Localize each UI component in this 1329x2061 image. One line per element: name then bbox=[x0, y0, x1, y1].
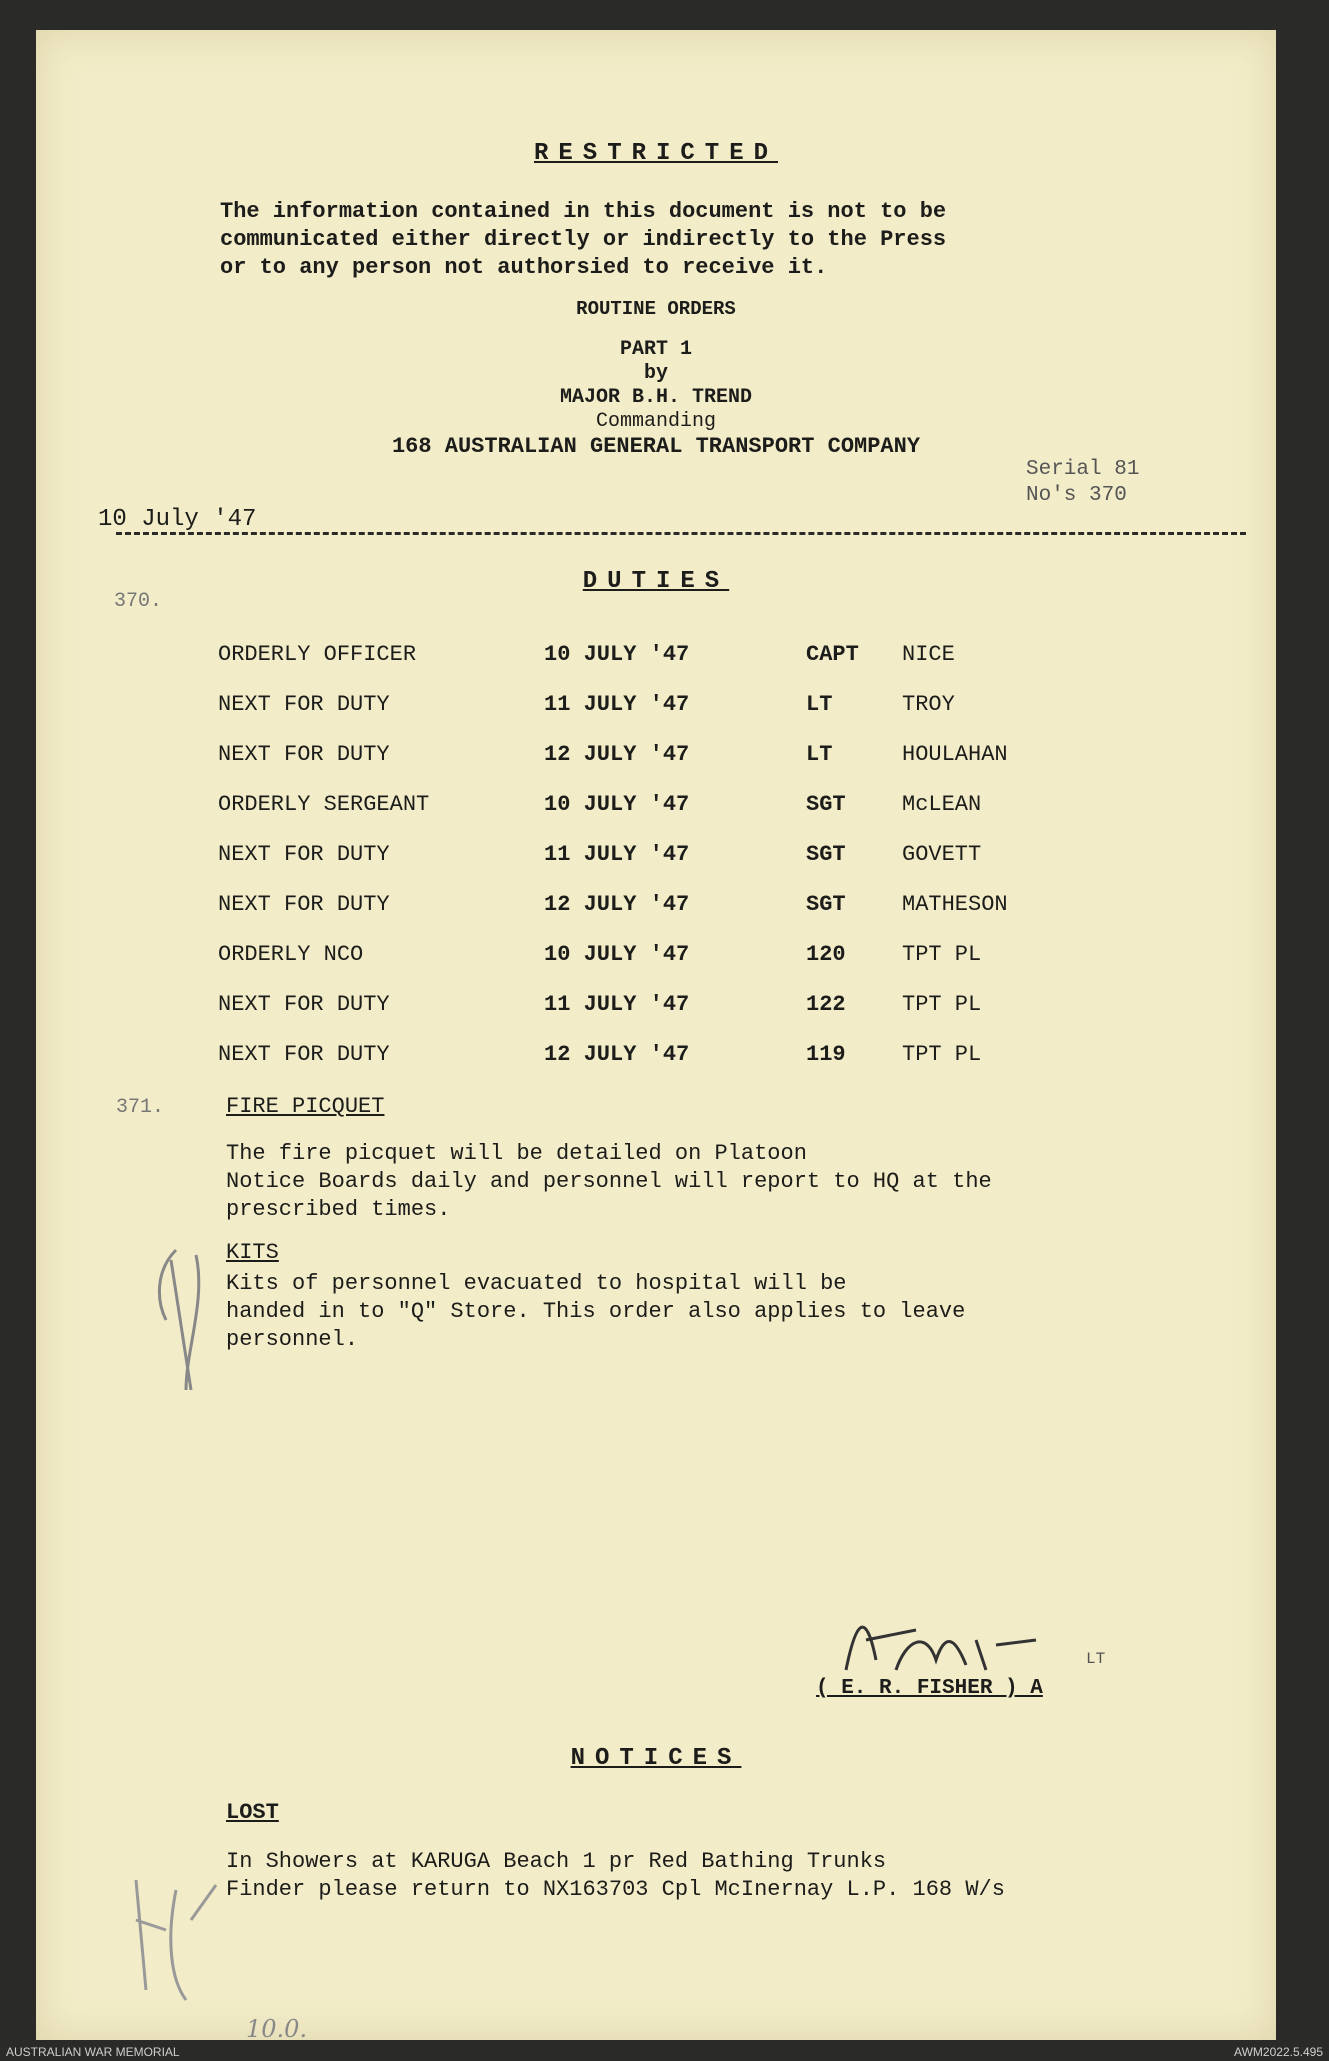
name-cell: TPT PL bbox=[902, 942, 982, 967]
footer-institution: AUSTRALIAN WAR MEMORIAL bbox=[6, 2045, 180, 2059]
lost-heading: LOST bbox=[226, 1800, 279, 1825]
date-cell: 10 JULY '47 bbox=[544, 942, 690, 967]
pencil-note: 10.0. bbox=[246, 2015, 308, 2043]
duty-cell: NEXT FOR DUTY bbox=[218, 1042, 390, 1067]
commander-name: MAJOR B.H. TREND bbox=[559, 386, 753, 409]
document-page bbox=[36, 30, 1276, 2043]
date-cell: 12 JULY '47 bbox=[544, 1042, 690, 1067]
name-cell: NICE bbox=[902, 642, 955, 667]
name-cell: TROY bbox=[902, 692, 955, 717]
lost-text: In Showers at KARUGA Beach 1 pr Red Bathing Trunks Finder please return to NX163703 Cpl McInernay L.P. 168 W/s bbox=[226, 1849, 1005, 1902]
date-cell: 11 JULY '47 bbox=[544, 692, 690, 717]
duty-cell: ORDERLY NCO bbox=[218, 942, 364, 967]
date-cell: 11 JULY '47 bbox=[544, 842, 690, 867]
order-date: 10 July '47 bbox=[98, 506, 257, 533]
duty-cell: NEXT FOR DUTY bbox=[218, 892, 390, 917]
name-cell: McLEAN bbox=[902, 792, 982, 817]
disclaimer-text: The information contained in this document is not to be communicated either directly or indirectly to the Press or to any person not authorsied to receive it. bbox=[220, 199, 947, 280]
duty-cell: NEXT FOR DUTY bbox=[218, 742, 390, 767]
rank-cell: LT bbox=[806, 692, 833, 717]
date-cell: 12 JULY '47 bbox=[544, 742, 690, 767]
rank-cell: SGT bbox=[806, 842, 846, 867]
kits-heading: KITS bbox=[226, 1240, 279, 1265]
serial-number: Serial 81 bbox=[1026, 458, 1140, 481]
fire-picquet-item-number: 371. bbox=[116, 1096, 165, 1119]
rank-cell: SGT bbox=[806, 792, 846, 817]
duty-cell: NEXT FOR DUTY bbox=[218, 992, 390, 1017]
rank-cell: CAPT bbox=[806, 642, 859, 667]
duty-cell: ORDERLY SERGEANT bbox=[218, 792, 430, 817]
name-cell: GOVETT bbox=[902, 842, 982, 867]
order-numbers: No's 370 bbox=[1026, 484, 1127, 507]
duty-cell: ORDERLY OFFICER bbox=[218, 642, 417, 667]
document-title: ROUTINE ORDERS bbox=[576, 298, 736, 320]
margin-initials-mark bbox=[116, 1860, 226, 2010]
date-cell: 12 JULY '47 bbox=[544, 892, 690, 917]
commander-role: Commanding bbox=[595, 410, 717, 433]
signature-rank: LT bbox=[1086, 1650, 1106, 1668]
fire-picquet-heading: FIRE PICQUET bbox=[226, 1094, 385, 1119]
date-cell: 10 JULY '47 bbox=[544, 642, 690, 667]
name-cell: TPT PL bbox=[902, 1042, 982, 1067]
rank-cell: SGT bbox=[806, 892, 846, 917]
rank-cell: 122 bbox=[806, 992, 846, 1017]
margin-pencil-mark bbox=[136, 1240, 226, 1410]
duty-cell: NEXT FOR DUTY bbox=[218, 842, 390, 867]
rank-cell: 119 bbox=[806, 1042, 846, 1067]
duties-heading: DUTIES bbox=[582, 568, 730, 595]
rank-cell: 120 bbox=[806, 942, 846, 967]
duties-item-number: 370. bbox=[114, 590, 163, 613]
divider-line bbox=[116, 532, 1246, 535]
part-label: PART 1 bbox=[619, 338, 692, 361]
name-cell: TPT PL bbox=[902, 992, 982, 1017]
duty-cell: NEXT FOR DUTY bbox=[218, 692, 390, 717]
name-cell: HOULAHAN bbox=[902, 742, 1008, 767]
fire-picquet-text: The fire picquet will be detailed on Platoon Notice Boards daily and personnel will report to HQ at the prescribed times. bbox=[226, 1141, 992, 1222]
footer-accession: AWM2022.5.495 bbox=[1234, 2045, 1323, 2059]
rank-cell: LT bbox=[806, 742, 833, 767]
kits-text: Kits of personnel evacuated to hospital will be handed in to "Q" Store. This order also applies to leave personnel. bbox=[226, 1271, 966, 1352]
date-cell: 11 JULY '47 bbox=[544, 992, 690, 1017]
notices-heading: NOTICES bbox=[570, 1745, 742, 1772]
signatory-name: ( E. R. FISHER ) A bbox=[816, 1677, 1043, 1700]
name-cell: MATHESON bbox=[902, 892, 1008, 917]
unit-name: 168 AUSTRALIAN GENERAL TRANSPORT COMPANY bbox=[391, 434, 921, 459]
by-label: by bbox=[643, 362, 668, 385]
classification-heading: RESTRICTED bbox=[533, 140, 779, 167]
date-cell: 10 JULY '47 bbox=[544, 792, 690, 817]
